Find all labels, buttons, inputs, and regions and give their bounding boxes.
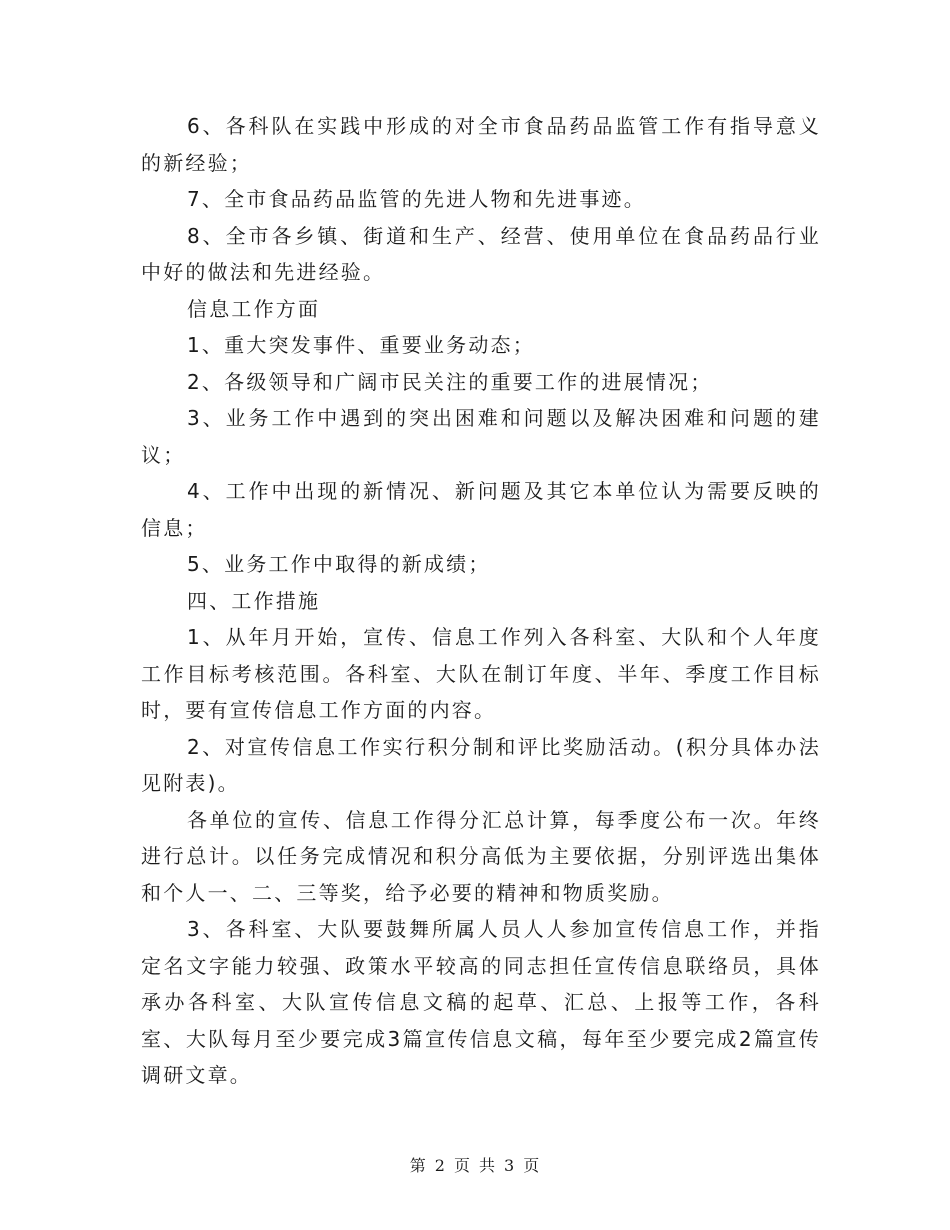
section-heading: 信息工作方面 (187, 296, 321, 321)
paragraph: 2、对宣传信息工作实行积分制和评比奖励活动。(积分具体办法见附表)。 (141, 734, 821, 795)
section-heading: 四、工作措施 (187, 588, 321, 613)
page-label-suffix: 页 (523, 1156, 541, 1175)
paragraph: 7、全市食品药品监管的先进人物和先进事迹。 (187, 187, 646, 211)
total-pages-number: 3 (504, 1156, 516, 1175)
page-label-prefix: 第 (409, 1156, 427, 1175)
document-body (141, 108, 821, 1094)
paragraph: 各单位的宣传、信息工作得分汇总计算，每季度公布一次。年终进行总计。以任务完成情况和积分高低为主要依据，分别评选出集体和个人一、二、三等奖，给予必要的精神和物质奖励。 (141, 807, 821, 905)
paragraph: 6、各科队在实践中形成的对全市食品药品监管工作有指导意义的新经验； (141, 114, 821, 175)
page-footer (0, 1153, 950, 1176)
paragraph: 3、业务工作中遇到的突出困难和问题以及解决困难和问题的建议； (141, 406, 821, 467)
current-page-number: 2 (434, 1156, 446, 1175)
paragraph: 5、业务工作中取得的新成绩； (187, 552, 491, 576)
paragraph: 2、各级领导和广阔市民关注的重要工作的进展情况； (187, 369, 713, 394)
page-label-mid: 页 (453, 1156, 471, 1175)
total-label: 共 (479, 1156, 497, 1175)
paragraph: 8、全市各乡镇、街道和生产、经营、使用单位在食品药品行业中好的做法和先进经验。 (141, 223, 821, 284)
paragraph: 1、重大突发事件、重要业务动态； (187, 333, 535, 357)
paragraph: 3、各科室、大队要鼓舞所属人员人人参加宣传信息工作，并指定名文字能力较强、政策水平较高的同志担任宣传信息联络员，具体承办各科室、大队宣传信息文稿的起草、汇总、上报等工作，各科室、大队每月至少要完成3篇宣传信息文稿，每年至少要完成2篇宣传调研文章。 (141, 917, 821, 1087)
paragraph: 1、从年月开始，宣传、信息工作列入各科室、大队和个人年度工作目标考核范围。各科室、大队在制订年度、半年、季度工作目标时，要有宣传信息工作方面的内容。 (141, 625, 821, 722)
paragraph: 4、工作中出现的新情况、新问题及其它本单位认为需要反映的信息； (141, 479, 821, 540)
